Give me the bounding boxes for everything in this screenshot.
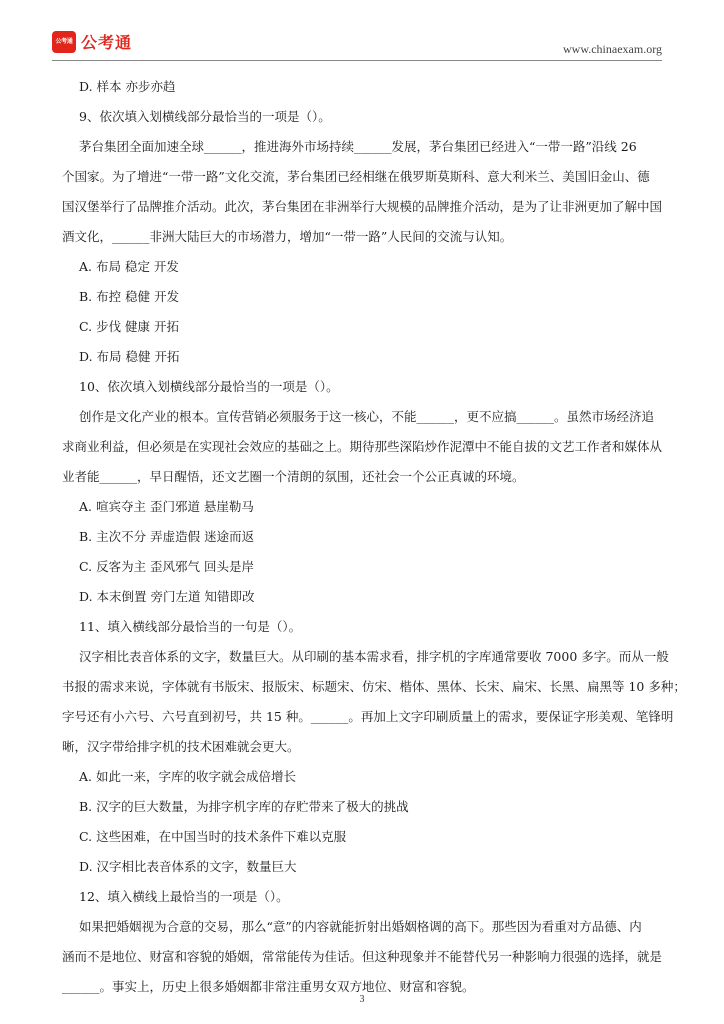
question-text-line: 国汉堡举行了品牌推介活动。此次，茅台集团在非洲举行大规模的品牌推介活动，是为了让非洲更加了解中国 <box>62 199 663 214</box>
page-header <box>52 30 662 62</box>
site-logo[interactable] <box>52 30 132 53</box>
question-title: 12、填入横线上最恰当的一项是（）。 <box>79 889 289 904</box>
option-line: C. 这些困难，在中国当时的技术条件下难以克服 <box>79 829 347 844</box>
option-line: D. 布局 稳健 开拓 <box>79 349 180 364</box>
option-line: D. 样本 亦步亦趋 <box>79 79 176 94</box>
option-line: A. 如此一来，字库的收字就会成倍增长 <box>79 769 296 784</box>
option-line: C. 反客为主 歪风邪气 回头是岸 <box>79 559 255 574</box>
question-text-line: 字号还有小六号、六号直到初号，共 15 种。______。再加上文字印刷质量上的需求，要保证字形美观、笔锋明 <box>62 709 674 724</box>
option-line: A. 布局 稳定 开发 <box>79 259 179 274</box>
question-title: 11、填入横线部分最恰当的一句是（）。 <box>79 619 302 634</box>
question-text-line: 汉字相比表音体系的文字，数量巨大。从印刷的基本需求看，排字机的字库通常要收 7000 多字。而从一般 <box>79 649 669 664</box>
question-text-line: 业者能______，早日醒悟，还文艺圈一个清朗的氛围，还社会一个公正真诚的环境。 <box>62 469 525 484</box>
logo-badge-icon: 公考通 <box>52 31 76 53</box>
question-text-line: 书报的需求来说，字体就有书版宋、报版宋、标题宋、仿宋、楷体、黑体、长宋、扁宋、长黑、扁黑等 10 多种； <box>62 679 686 694</box>
option-line: B. 主次不分 弄虚造假 迷途而返 <box>79 529 255 544</box>
page-number: 3 <box>359 994 365 1005</box>
question-text-line: ______。事实上，历史上很多婚姻都非常注重男女双方地位、财富和容貌。 <box>62 979 475 994</box>
question-text-line: 如果把婚姻视为合意的交易，那么“意”的内容就能折射出婚姻格调的高下。那些因为看重对方品德、内 <box>79 919 642 934</box>
question-text-line: 创作是文化产业的根本。宣传营销必须服务于这一核心，不能______，更不应搞______。虽然市场经济追 <box>79 409 655 424</box>
question-text-line: 求商业利益，但必须是在实现社会效应的基础之上。期待那些深陷炒作泥潭中不能自拔的文艺工作者和媒体从 <box>62 439 663 454</box>
option-line: C. 步伐 健康 开拓 <box>79 319 180 334</box>
question-text-line: 晰，汉字带给排字机的技术困难就会更大。 <box>62 739 300 754</box>
site-url[interactable]: www.chinaexam.org <box>563 42 662 56</box>
question-text-line: 个国家。为了增进“一带一路”文化交流，茅台集团已经相继在俄罗斯莫斯科、意大利米兰、美国旧金山、德 <box>62 169 650 184</box>
question-title: 9、依次填入划横线部分最恰当的一项是（）。 <box>79 109 331 124</box>
header-divider <box>52 60 662 61</box>
logo-text: 公考通 <box>81 33 133 52</box>
option-line: A. 喧宾夺主 歪门邪道 悬崖勒马 <box>79 499 254 514</box>
question-text-line: 涵而不是地位、财富和容貌的婚姻，常常能传为佳话。但这种现象并不能替代另一种影响力很强的选择，就是 <box>62 949 663 964</box>
option-line: B. 汉字的巨大数量，为排字机字库的存贮带来了极大的挑战 <box>79 799 409 814</box>
question-text-line: 茅台集团全面加速全球______，推进海外市场持续______发展，茅台集团已经进入“一带一路”沿线 26 <box>79 139 637 154</box>
question-text-line: 酒文化，______非洲大陆巨大的市场潜力，增加“一带一路”人民间的交流与认知。 <box>62 229 513 244</box>
option-line: D. 汉字相比表音体系的文字，数量巨大 <box>79 859 297 874</box>
option-line: B. 布控 稳健 开发 <box>79 289 180 304</box>
question-title: 10、依次填入划横线部分最恰当的一项是（）。 <box>79 379 339 394</box>
document-body <box>62 72 686 1002</box>
option-line: D. 本末倒置 旁门左道 知错即改 <box>79 589 255 604</box>
